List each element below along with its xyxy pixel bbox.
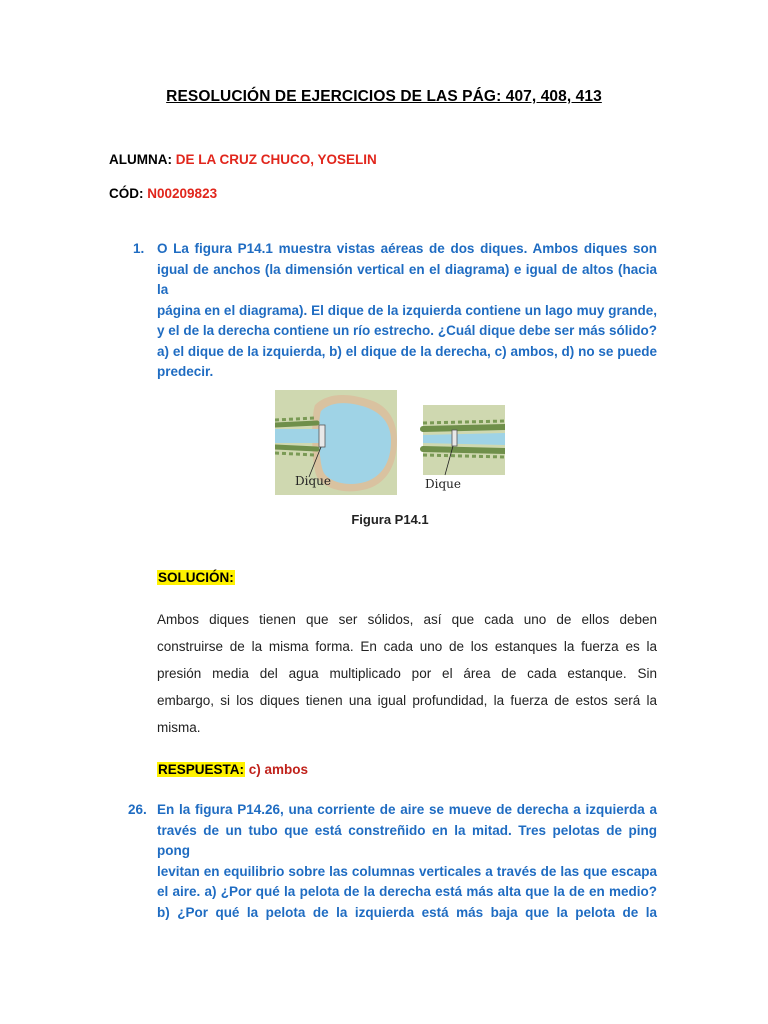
left-dam-label: Dique [295, 474, 331, 488]
right-dam-label: Dique [425, 477, 461, 491]
question-line: y el de la derecha contiene un río estrecho. ¿Cuál dique debe ser más sólido? [157, 323, 657, 338]
question-line: levitan en equilibrio sobre las columnas verticales a través de las que escapa [157, 863, 657, 879]
code-value: N00209823 [147, 186, 218, 201]
question-line: predecir. [157, 364, 214, 379]
solution-line: embargo, si los diques tienen una igual profundidad, la fuerza de estos será la [157, 693, 657, 708]
figure-dams [275, 385, 505, 545]
question-1-number: 1. [133, 241, 145, 256]
solution-heading [157, 570, 235, 585]
question-line: través de un tubo que está constreñido en la mitad. Tres pelotas de ping pong [157, 822, 657, 858]
solution-line: presión media del agua multiplicado por el área de cada estanque. Sin [157, 666, 657, 681]
student-line [109, 152, 377, 167]
solution-text [157, 606, 657, 741]
question-1-text [157, 239, 657, 383]
document-title: RESOLUCIÓN DE EJERCICIOS DE LAS PÁG: 407, 408, 413 [166, 88, 602, 105]
question-line: a) el dique de la izquierda, b) el dique de la derecha, c) ambos, d) no se puede [157, 343, 657, 359]
question-line: En la figura P14.26, una corriente de aire se mueve de derecha a izquierda a [157, 802, 657, 817]
solution-line: Ambos diques tienen que ser sólidos, así que cada uno de ellos deben [157, 612, 657, 627]
answer-value: c) ambos [248, 762, 309, 777]
answer-line [157, 762, 308, 777]
question-line: b) ¿Por qué la pelota de la izquierda está más baja que la pelota de la [157, 904, 657, 920]
question-line: página en el diagrama). El dique de la izquierda contiene un lago muy grande, [157, 302, 657, 318]
solution-label: SOLUCIÓN: [158, 570, 234, 585]
code-line [109, 186, 217, 201]
question-line: igual de anchos (la dimensión vertical en el diagrama) e igual de altos (hacia la [157, 261, 657, 297]
figure-caption: Figura P14.1 [351, 512, 429, 527]
solution-line: misma. [157, 720, 201, 735]
answer-label: RESPUESTA: [158, 762, 245, 777]
dams-illustration [275, 385, 505, 510]
left-lake-view [275, 390, 397, 495]
right-river-view [423, 405, 505, 491]
solution-line: construirse de la misma forma. En cada uno de los estanques la fuerza es la [157, 639, 657, 654]
question-26-text [157, 800, 657, 923]
student-name: DE LA CRUZ CHUCO, YOSELIN [175, 152, 377, 167]
code-label: CÓD: [109, 186, 144, 201]
question-26-number: 26. [128, 802, 147, 817]
student-label: ALUMNA: [109, 152, 172, 167]
question-line: O La figura P14.1 muestra vistas aéreas de dos diques. Ambos diques son [157, 241, 657, 256]
question-line: el aire. a) ¿Por qué la pelota de la derecha está más alta que la de en medio? [157, 884, 657, 899]
